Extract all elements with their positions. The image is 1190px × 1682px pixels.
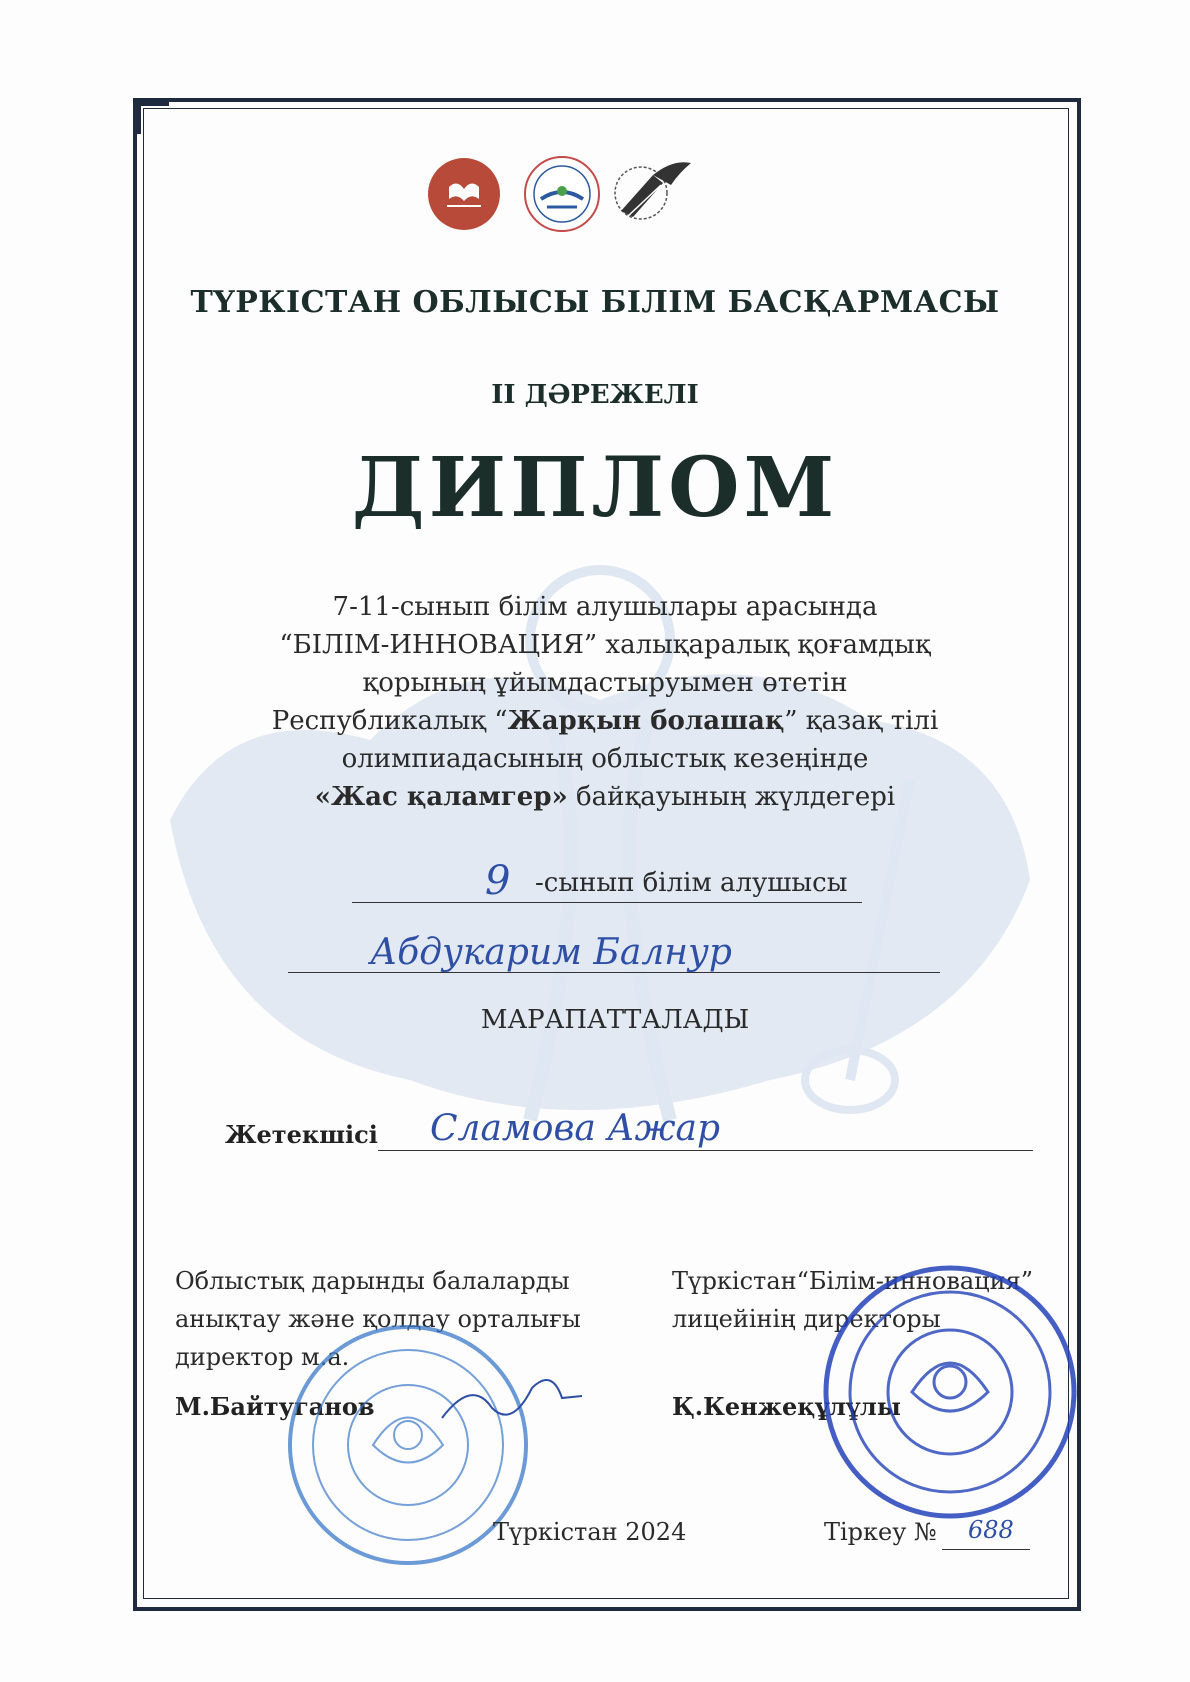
city-year: Түркістан 2024	[493, 1518, 687, 1546]
signatory-title-line: лицейінің директоры	[672, 1305, 941, 1333]
ministry-heading: ТҮРКІСТАН ОБЛЫСЫ БІЛІМ БАСҚАРМАСЫ	[190, 285, 1000, 320]
registration-underline	[942, 1549, 1030, 1550]
left-signatory-name: М.Байтуганов	[175, 1392, 375, 1421]
competition-name: Жарқын болашақ	[507, 706, 785, 736]
logo-row	[0, 155, 1190, 255]
grade-underline	[352, 902, 862, 903]
books-bird-logo	[613, 155, 695, 225]
registration	[824, 1518, 937, 1546]
grade-handwritten: 9	[485, 858, 511, 904]
recipient-name-handwritten: Абдукарим Балнур	[370, 932, 732, 973]
description-line: олимпиадасының облыстық кезеңінде	[341, 744, 869, 774]
description-line: 7-11-сынып білім алушылары арасында	[332, 592, 878, 622]
description-line	[140, 778, 1070, 816]
red-circle-logo	[427, 157, 501, 231]
description-fragment: байқауының жүлдегері	[567, 782, 896, 812]
description-line: “БІЛІМ-ИННОВАЦИЯ” халықаралық қоғамдық	[279, 630, 931, 660]
registration-number: 688	[968, 1516, 1014, 1544]
signatory-title-line: Түркістан“Білім-инновация”	[672, 1267, 1034, 1295]
degree-label: ІІ ДӘРЕЖЕЛІ	[491, 380, 699, 410]
daryn-logo	[523, 155, 601, 233]
left-signature-stroke	[432, 1368, 592, 1438]
signatory-title-line: директор м.а.	[175, 1343, 350, 1371]
grade-label: -сынып білім алушысы	[535, 868, 848, 898]
registration-label: Тіркеу №	[824, 1518, 937, 1546]
description-line	[140, 702, 1070, 740]
signatory-title-line: анықтау және қолдау орталығы	[175, 1305, 581, 1333]
awarded-label: МАРАПАТТАЛАДЫ	[480, 1005, 750, 1035]
mentor-label: Жетекшісі	[225, 1120, 378, 1149]
description-line: қорының ұйымдастыруымен өтетін	[362, 668, 848, 698]
right-round-stamp	[820, 1262, 1080, 1522]
mentor-underline	[378, 1150, 1033, 1151]
mentor-name-handwritten: Сламова Ажар	[430, 1108, 721, 1149]
contest-name: «Жас қаламгер»	[314, 782, 568, 812]
right-signatory-name: Қ.Кенжеқұлұлы	[672, 1392, 901, 1421]
award-description	[140, 588, 1070, 816]
diploma-title: ДИПЛОМ	[351, 440, 839, 536]
description-fragment: Республикалық “	[271, 706, 508, 736]
description-fragment: ” қазақ тілі	[784, 706, 939, 736]
signatory-title-line: Облыстық дарынды балаларды	[175, 1267, 570, 1295]
